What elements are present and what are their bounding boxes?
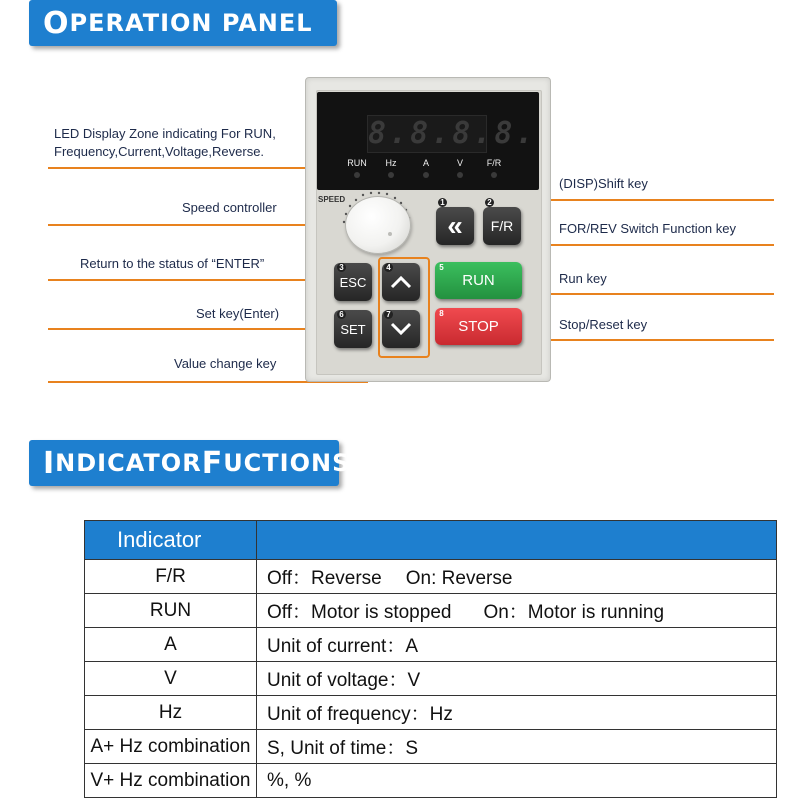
callout-line-esc bbox=[48, 279, 342, 281]
fr-key[interactable] bbox=[483, 207, 521, 245]
state-on-text: On：Motor is running bbox=[483, 602, 665, 623]
table-row bbox=[85, 764, 777, 798]
operation-panel-banner bbox=[29, 0, 337, 46]
key-number-2: 2 bbox=[485, 198, 494, 207]
table-cell-indicator: RUN bbox=[85, 594, 257, 628]
speed-knob-marker bbox=[388, 232, 392, 236]
callout-esc: Return to the status of “ENTER” bbox=[80, 256, 265, 271]
key-number-4: 4 bbox=[384, 263, 393, 272]
banner-cap-letter: O bbox=[43, 5, 70, 41]
callout-value: Value change key bbox=[174, 356, 277, 371]
callout-led-line1: LED Display Zone indicating For RUN, bbox=[54, 126, 276, 141]
indicator-label-v: V bbox=[456, 158, 463, 168]
key-number-3: 3 bbox=[337, 263, 346, 272]
shift-key[interactable] bbox=[436, 207, 474, 245]
callout-line-run bbox=[515, 293, 774, 295]
table-row bbox=[85, 662, 777, 696]
callout-set: Set key(Enter) bbox=[196, 306, 280, 321]
indicator-functions-banner bbox=[29, 440, 351, 486]
table-row bbox=[85, 696, 777, 730]
indicator-label-hz: Hz bbox=[385, 158, 397, 168]
key-number-5: 5 bbox=[439, 263, 444, 272]
indicator-led-a bbox=[423, 172, 429, 178]
table-cell-indicator: Hz bbox=[85, 696, 257, 730]
state-on-text: On: Reverse bbox=[405, 568, 513, 589]
banner-title-text: PERATION PANEL bbox=[69, 9, 313, 37]
callout-fr: FOR/REV Switch Function key bbox=[559, 221, 736, 236]
table-cell-description: %, % bbox=[257, 764, 777, 798]
callout-stop: Stop/Reset key bbox=[559, 317, 648, 332]
banner-word-fuctions: UCTIONS bbox=[223, 449, 351, 477]
banner-cap-letter-f: F bbox=[201, 445, 224, 481]
table-cell-description bbox=[257, 594, 777, 628]
table-cell-indicator: A+ Hz combination bbox=[85, 730, 257, 764]
indicator-label-a: A bbox=[422, 158, 429, 168]
led-digits: 8.8.8.8. bbox=[368, 116, 537, 151]
stop-key[interactable] bbox=[435, 308, 522, 345]
indicator-led-run bbox=[354, 172, 360, 178]
table-cell-indicator: V+ Hz combination bbox=[85, 764, 257, 798]
table-cell-description bbox=[257, 560, 777, 594]
callout-line-stop bbox=[515, 339, 774, 341]
stop-key-label: STOP bbox=[458, 318, 499, 335]
table-cell-description: Unit of current：A bbox=[257, 628, 777, 662]
indicator-led-v bbox=[457, 172, 463, 178]
table-cell-description: Unit of frequency：Hz bbox=[257, 696, 777, 730]
banner-word-indicator: NDICATOR bbox=[55, 449, 202, 477]
callout-line-set bbox=[48, 328, 342, 330]
table-header-row bbox=[85, 521, 777, 560]
fr-key-label: F/R bbox=[490, 218, 514, 234]
run-key[interactable] bbox=[435, 262, 522, 299]
key-number-7: 7 bbox=[384, 310, 393, 319]
table-cell-indicator: F/R bbox=[85, 560, 257, 594]
run-key-label: RUN bbox=[462, 272, 495, 289]
table-cell-indicator: V bbox=[85, 662, 257, 696]
set-key-label: SET bbox=[340, 321, 366, 337]
callout-shift: (DISP)Shift key bbox=[559, 176, 648, 191]
banner-cap-letter-i: I bbox=[43, 445, 56, 481]
speed-label: SPEED bbox=[318, 195, 346, 204]
state-off-text: Off：Motor is stopped bbox=[267, 602, 452, 623]
indicator-table bbox=[84, 520, 777, 798]
key-number-1: 1 bbox=[438, 198, 447, 207]
callout-speed: Speed controller bbox=[182, 200, 277, 215]
state-off-text: Off：Reverse bbox=[267, 568, 382, 589]
key-number-6: 6 bbox=[337, 310, 346, 319]
callout-led-line2: Frequency,Current,Voltage,Reverse. bbox=[54, 144, 265, 159]
indicator-label-run: RUN bbox=[347, 158, 367, 168]
indicator-led-fr bbox=[491, 172, 497, 178]
indicator-led-hz bbox=[388, 172, 394, 178]
key-number-8: 8 bbox=[439, 309, 444, 318]
table-cell-description: Unit of voltage：V bbox=[257, 662, 777, 696]
table-header-indicator: Indicator bbox=[85, 521, 257, 560]
indicator-label-fr: F/R bbox=[486, 158, 502, 168]
table-header-description bbox=[257, 521, 777, 560]
callout-run: Run key bbox=[559, 271, 607, 286]
chevron-up-icon bbox=[389, 274, 413, 290]
table-cell-description: S, Unit of time：S bbox=[257, 730, 777, 764]
table-row bbox=[85, 594, 777, 628]
table-cell-indicator: A bbox=[85, 628, 257, 662]
speed-knob[interactable] bbox=[345, 196, 411, 254]
table-row bbox=[85, 560, 777, 594]
table-row bbox=[85, 730, 777, 764]
table-row bbox=[85, 628, 777, 662]
chevron-down-icon bbox=[389, 321, 413, 337]
shift-icon: « bbox=[447, 210, 463, 241]
esc-key-label: ESC bbox=[339, 274, 367, 290]
